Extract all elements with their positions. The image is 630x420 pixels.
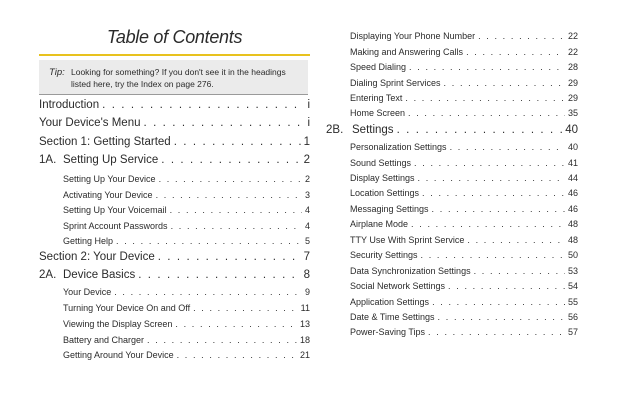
toc-entry-title: Making and Answering Calls	[350, 47, 464, 57]
toc-page-number: 57	[567, 327, 578, 337]
toc-entry-title: Application Settings	[350, 297, 430, 307]
toc-entry[interactable]	[350, 281, 578, 291]
toc-entry-title: Section 1: Getting Started	[39, 136, 171, 148]
toc-entry[interactable]	[63, 205, 310, 215]
dot-leader	[444, 78, 565, 88]
toc-page-number: 28	[567, 62, 578, 72]
toc-page-number: 41	[567, 158, 578, 168]
toc-page-number: 29	[567, 78, 578, 88]
toc-page-number: 46	[567, 204, 578, 214]
dot-leader	[177, 350, 297, 360]
toc-entry[interactable]	[350, 312, 578, 322]
toc-entry[interactable]	[39, 269, 310, 281]
toc-page-number: 48	[567, 235, 578, 245]
toc-entry[interactable]	[350, 250, 578, 260]
toc-entry-title: Section 2: Your Device	[39, 251, 155, 263]
toc-entry[interactable]	[350, 235, 578, 245]
toc-entry-title: Social Network Settings	[350, 281, 446, 291]
dot-leader	[422, 188, 565, 198]
dot-leader	[467, 235, 565, 245]
toc-entry[interactable]	[350, 173, 578, 183]
toc-page-number: 8	[303, 269, 310, 281]
toc-entry-title: Personalization Settings	[350, 142, 447, 152]
dot-leader	[450, 142, 565, 152]
toc-page-number: 7	[303, 251, 310, 263]
toc-page-number: 18	[299, 335, 310, 345]
toc-page-number: 46	[567, 188, 578, 198]
toc-page-number: 53	[567, 266, 578, 276]
toc-entry[interactable]	[350, 204, 578, 214]
toc-entry[interactable]	[350, 31, 578, 41]
dot-leader	[116, 236, 302, 246]
toc-entry[interactable]	[350, 297, 578, 307]
toc-page-number: 22	[567, 31, 578, 41]
dot-leader	[414, 158, 565, 168]
dot-leader	[193, 303, 298, 313]
toc-entry[interactable]	[350, 93, 578, 103]
toc-entry-title: Settings	[352, 124, 394, 136]
toc-entry[interactable]	[350, 78, 578, 88]
toc-entry[interactable]	[350, 62, 578, 72]
dot-leader	[144, 117, 305, 129]
dot-leader	[408, 108, 565, 118]
toc-entry-title: Security Settings	[350, 250, 418, 260]
toc-page-number: 2	[304, 174, 310, 184]
toc-page-number: 29	[567, 93, 578, 103]
toc-page-number: 40	[567, 142, 578, 152]
toc-entry-title: Sprint Account Passwords	[63, 221, 168, 231]
dot-leader	[397, 124, 563, 136]
toc-entry-title: Data Synchronization Settings	[350, 266, 471, 276]
dot-leader	[159, 174, 302, 184]
chapter-number: 1A.	[39, 154, 57, 166]
tip-box	[39, 60, 308, 95]
toc-page-number: 21	[299, 350, 310, 360]
toc-entry-title: Display Settings	[350, 173, 415, 183]
toc-entry-title: Your Device's Menu	[39, 117, 141, 129]
toc-entry-title: Battery and Charger	[63, 335, 145, 345]
dot-leader	[418, 173, 565, 183]
dot-leader	[158, 251, 301, 263]
title-divider	[39, 54, 310, 56]
toc-entry[interactable]	[39, 136, 310, 148]
toc-entry-title: TTY Use With Sprint Service	[350, 235, 465, 245]
dot-leader	[432, 204, 565, 214]
toc-page-number: 4	[304, 205, 310, 215]
toc-page-number: 48	[567, 219, 578, 229]
toc-page-number: 1	[303, 136, 310, 148]
dot-leader	[161, 154, 300, 166]
toc-page-number: 9	[304, 287, 310, 297]
tip-text: Looking for something? If you don't see it in the headings listed here, try the Index on page 276.	[71, 67, 286, 89]
dot-leader	[102, 99, 304, 111]
toc-page-number: 40	[565, 124, 578, 136]
toc-page-number: 50	[567, 250, 578, 260]
toc-page-number: 56	[567, 312, 578, 322]
toc-page-number: i	[307, 99, 310, 111]
toc-page-number: 2	[303, 154, 310, 166]
dot-leader	[448, 281, 565, 291]
toc-entry-title: Power-Saving Tips	[350, 327, 426, 337]
chapter-number: 2A.	[39, 269, 57, 281]
toc-entry-title: Location Settings	[350, 188, 420, 198]
toc-entry[interactable]	[63, 319, 310, 329]
dot-leader	[138, 269, 300, 281]
dot-leader	[428, 327, 565, 337]
toc-entry[interactable]	[350, 266, 578, 276]
dot-leader	[409, 62, 565, 72]
toc-entry[interactable]	[350, 327, 578, 337]
dot-leader	[438, 312, 565, 322]
dot-leader	[421, 250, 565, 260]
toc-entry-title: Viewing the Display Screen	[63, 319, 173, 329]
toc-entry-title: Getting Help	[63, 236, 114, 246]
toc-page-number: 5	[304, 236, 310, 246]
dot-leader	[405, 93, 565, 103]
dot-leader	[411, 219, 565, 229]
toc-entry[interactable]	[350, 219, 578, 229]
toc-entry[interactable]	[350, 108, 578, 118]
toc-page-number: 55	[567, 297, 578, 307]
toc-entry[interactable]	[63, 350, 310, 360]
toc-page-number: 44	[567, 173, 578, 183]
toc-entry[interactable]	[63, 190, 310, 200]
toc-entry[interactable]	[350, 188, 578, 198]
toc-entry-title: Speed Dialing	[350, 62, 407, 72]
tip-label: Tip:	[49, 67, 65, 78]
chapter-number: 2B.	[326, 124, 344, 136]
page-title: Table of Contents	[106, 27, 243, 47]
toc-entry-title: Displaying Your Phone Number	[350, 31, 476, 41]
toc-entry-title: Getting Around Your Device	[63, 350, 174, 360]
toc-page-number: 3	[304, 190, 310, 200]
toc-entry-title: Dialing Sprint Services	[350, 78, 441, 88]
toc-entry-title: Sound Settings	[350, 158, 412, 168]
toc-entry[interactable]	[326, 124, 578, 136]
toc-page-number: 54	[567, 281, 578, 291]
dot-leader	[466, 47, 565, 57]
toc-entry[interactable]	[39, 99, 310, 111]
toc-entry-title: Date & Time Settings	[350, 312, 435, 322]
toc-entry-title: Device Basics	[63, 269, 136, 281]
toc-page-number: 4	[304, 221, 310, 231]
toc-page-number: 13	[299, 319, 310, 329]
dot-leader	[114, 287, 302, 297]
toc-entry-title: Setting Up Your Device	[63, 174, 156, 184]
toc-entry[interactable]	[350, 158, 578, 168]
toc-entry[interactable]	[63, 287, 310, 297]
toc-entry[interactable]	[350, 142, 578, 152]
toc-entry-title: Your Device	[63, 287, 112, 297]
toc-page-number: 35	[567, 108, 578, 118]
toc-entry[interactable]	[63, 221, 310, 231]
toc-entry[interactable]	[39, 117, 310, 129]
dot-leader	[171, 221, 302, 231]
toc-entry-title: Airplane Mode	[350, 219, 409, 229]
toc-entry[interactable]	[63, 236, 310, 246]
toc-entry-title: Setting Up Your Voicemail	[63, 205, 167, 215]
toc-entry[interactable]	[63, 303, 310, 313]
dot-leader	[156, 190, 302, 200]
toc-entry[interactable]	[63, 174, 310, 184]
toc-entry-title: Entering Text	[350, 93, 403, 103]
toc-page-number: i	[307, 117, 310, 129]
toc-entry-title: Home Screen	[350, 108, 406, 118]
toc-entry[interactable]	[350, 47, 578, 57]
toc-entry[interactable]	[39, 251, 310, 263]
dot-leader	[175, 319, 297, 329]
dot-leader	[432, 297, 565, 307]
toc-entry-title: Turning Your Device On and Off	[63, 303, 191, 313]
toc-entry-title: Messaging Settings	[350, 204, 429, 214]
dot-leader	[474, 266, 565, 276]
toc-entry[interactable]	[39, 154, 310, 166]
dot-leader	[174, 136, 301, 148]
dot-leader	[147, 335, 297, 345]
toc-entry-title: Activating Your Device	[63, 190, 153, 200]
toc-entry-title: Setting Up Service	[63, 154, 159, 166]
dot-leader	[478, 31, 565, 41]
toc-page-number: 11	[300, 303, 310, 313]
toc-entry-title: Introduction	[39, 99, 100, 111]
toc-entry[interactable]	[63, 335, 310, 345]
toc-page-number: 22	[567, 47, 578, 57]
dot-leader	[170, 205, 302, 215]
